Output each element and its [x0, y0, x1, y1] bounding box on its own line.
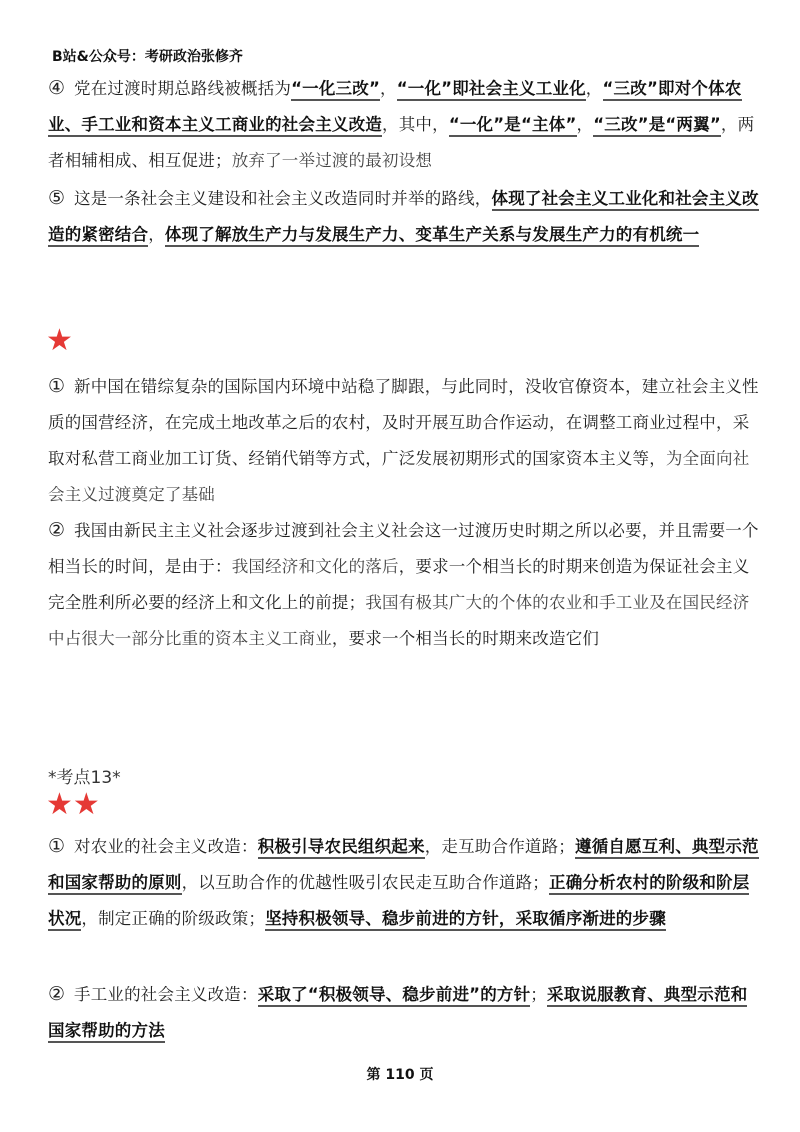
point-number: ①: [48, 835, 66, 857]
highlight: 正确分析农村的阶级和阶层状况: [48, 873, 749, 931]
star-icon: ★: [46, 323, 73, 358]
text: ；: [530, 985, 547, 1004]
highlight: 采取了“积极领导、稳步前进”的方针: [258, 985, 531, 1007]
point-number: ⑤: [48, 187, 66, 209]
highlight: “一化”是“主体”: [449, 115, 577, 137]
point-number: ②: [48, 519, 66, 541]
text: ，要求一个相当长的时期来改造它们: [331, 629, 600, 648]
header-source-label: B站&公众号：考研政治张修齐: [52, 49, 243, 65]
text: ，以互助合作的优越性吸引农民走互助合作道路；: [181, 873, 550, 892]
text: ，两者相辅相成、相互促进；: [48, 115, 755, 170]
gray-text: 为全面向社会主义过渡奠定了基础: [48, 449, 750, 504]
text: 手工业的社会主义改造：: [74, 985, 258, 1004]
section2-point-1-paragraph: [48, 368, 760, 513]
text: ，制定正确的阶级政策；: [81, 909, 266, 928]
highlight: 遵循自愿互利、典型示范和国家帮助的原则: [48, 837, 759, 895]
text: 新中国在错综复杂的国际国内环境中站稳了脚跟，与此同时，没收官僚资本，建立社会主义性质的国营经济，在完成土地改革之后的农村，及时开展互助合作运动，在调整工商业过程中，采取对私营工商业加工订货、经销代销等方式，广泛发展初期形式的国家资本主义等，: [48, 377, 759, 468]
highlight: 体现了社会主义工业化和社会主义改造的紧密结合: [48, 189, 759, 247]
section-title: *考点13*: [48, 768, 121, 788]
gray-text: 放弃了一举过渡的最初设想: [231, 151, 433, 170]
text: 这是一条社会主义建设和社会主义改造同时并举的路线，: [74, 189, 492, 208]
text: ，: [380, 79, 397, 98]
highlight: “三改”是“两翼”: [593, 115, 721, 137]
point-5-paragraph: [48, 180, 760, 253]
highlight: 采取说服教育、典型示范和国家帮助的方法: [48, 985, 747, 1043]
text: ，: [585, 79, 603, 98]
section2-point-2-paragraph: [48, 512, 760, 657]
highlight: 体现了解放生产力与发展生产力、变革生产关系与发展生产力的有机统一: [165, 225, 699, 247]
text: ，其中，: [382, 115, 449, 134]
text: ，: [148, 225, 165, 244]
text: ，: [576, 115, 594, 134]
text: ，要求一个相当长的时期来创造为保证社会主义完全胜利所必要的经济上和文化上的前提；: [48, 557, 750, 612]
highlight: 坚持积极领导、稳步前进的方针，采取循序渐进的步骤: [265, 909, 666, 931]
gray-text: 我国有极其广大的个体的农业和手工业及在国民经济中占很大一部分比重的资本主义工商业: [48, 593, 750, 648]
section3-point-2-paragraph: [48, 976, 760, 1049]
text: 党在过渡时期总路线被概括为: [74, 79, 292, 98]
text: ，走互助合作道路；: [424, 837, 576, 856]
text: 对农业的社会主义改造：: [74, 837, 258, 856]
point-number: ②: [48, 983, 66, 1005]
page-number: 第 110 页: [366, 1067, 434, 1083]
point-number: ①: [48, 375, 66, 397]
point-4-paragraph: [48, 70, 760, 179]
highlight: “一化三改”: [291, 79, 380, 101]
highlight: 积极引导农民组织起来: [258, 837, 425, 859]
section3-point-1-paragraph: [48, 828, 760, 937]
point-number: ④: [48, 77, 66, 99]
text: 我国由新民主主义社会逐步过渡到社会主义社会这一过渡历史时期之所以必要，并且需要一个相当长的时间，是由于：: [48, 521, 759, 576]
two-star-icon: ★★: [46, 787, 100, 822]
highlight: “三改”即对个体农业、手工业和资本主义工商业的社会主义改造: [48, 79, 742, 137]
gray-text: 我国经济和文化的落后: [231, 557, 399, 576]
highlight: “一化”即社会主义工业化: [397, 79, 586, 101]
